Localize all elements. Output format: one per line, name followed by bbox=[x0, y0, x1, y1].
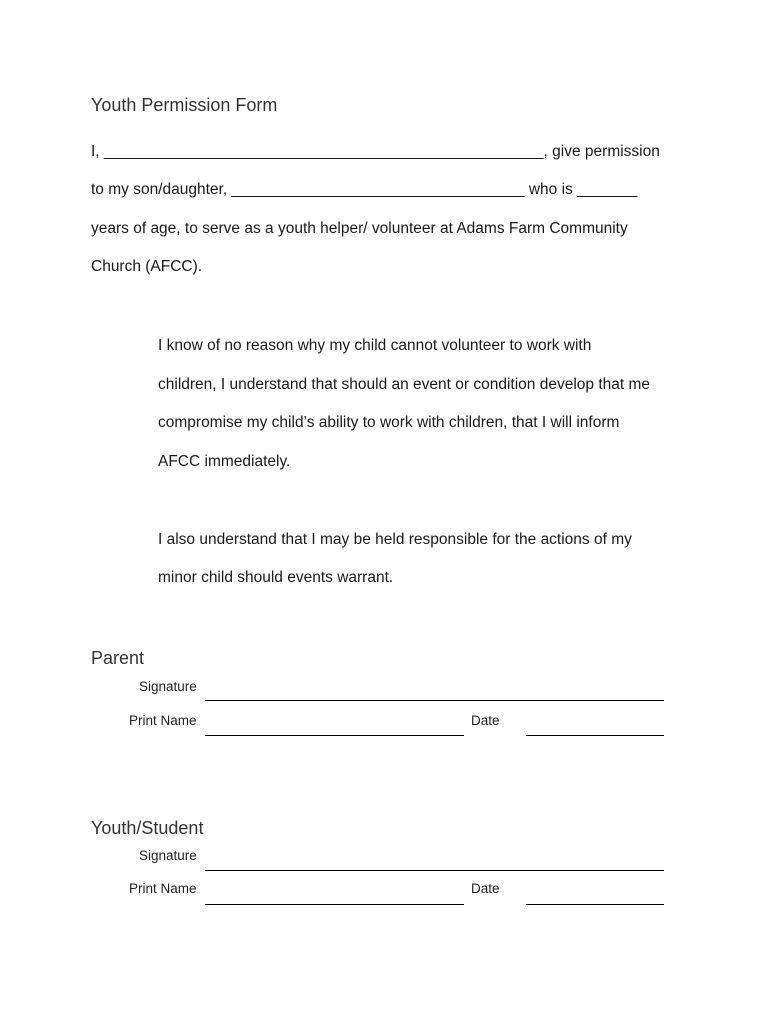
parent-heading: Parent bbox=[91, 648, 145, 668]
intro-line-3: years of age, to serve as a youth helper/ volunteer at Adams Farm Community bbox=[91, 220, 628, 237]
form-title: Youth Permission Form bbox=[91, 95, 278, 115]
intro-line-4: Church (AFCC). bbox=[91, 258, 203, 275]
paragraph-1-line-1: I know of no reason why my child cannot volunteer to work with bbox=[158, 337, 592, 354]
youth-date-line[interactable] bbox=[526, 904, 664, 905]
parent-print-name-label: Print Name bbox=[129, 713, 197, 728]
parent-signature-line[interactable] bbox=[205, 700, 664, 701]
paragraph-1-line-3: compromise my child’s ability to work with children, that I will inform bbox=[158, 414, 620, 431]
parent-date-line[interactable] bbox=[526, 735, 664, 736]
youth-print-name-line[interactable] bbox=[205, 904, 464, 905]
youth-signature-line[interactable] bbox=[205, 870, 664, 871]
parent-print-name-line[interactable] bbox=[205, 735, 464, 736]
youth-heading: Youth/Student bbox=[91, 818, 204, 838]
paragraph-1-line-4: AFCC immediately. bbox=[158, 453, 291, 470]
youth-signature-label: Signature bbox=[139, 848, 197, 863]
parent-date-label: Date bbox=[471, 713, 500, 728]
youth-date-label: Date bbox=[471, 881, 500, 896]
paragraph-2-line-1: I also understand that I may be held responsible for the actions of my bbox=[158, 531, 632, 548]
paragraph-1-line-2: children, I understand that should an event or condition develop that me bbox=[158, 376, 651, 393]
intro-line-2: to my son/daughter, __________________________________ who is _______ bbox=[91, 181, 638, 198]
paragraph-2-line-2: minor child should events warrant. bbox=[158, 569, 394, 586]
youth-print-name-label: Print Name bbox=[129, 881, 197, 896]
parent-signature-label: Signature bbox=[139, 679, 197, 694]
intro-line-1: I, ___________________________________________________, give permission bbox=[91, 143, 660, 160]
